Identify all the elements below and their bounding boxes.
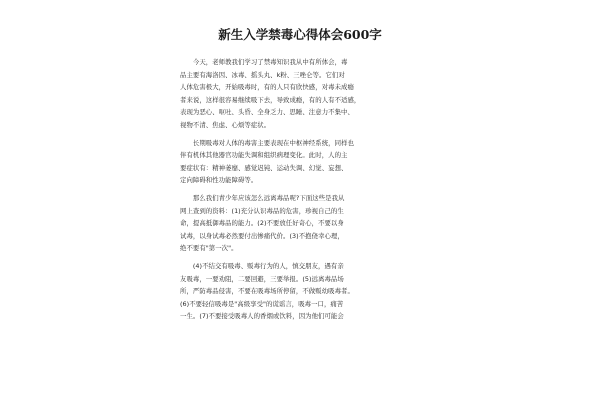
document-body <box>180 26 420 328</box>
paragraph-line: 长期吸毒对人体的毒害主要表现在中枢神经系统，同样也 <box>180 138 354 147</box>
paragraph-line: (6)不要轻信吸毒是"高级享受"的谎谣言，吸毒一口，痛苦 <box>180 299 344 308</box>
paragraph-line: (4)不结交有吸毒、贩毒行为的人，慎交朋友，遇有亲 <box>180 261 344 270</box>
paragraph-line: 那么我们青少年应该怎么远离毒品呢?下面这些是我从 <box>180 193 345 202</box>
paragraph-line: 网上查到的资料：(1)充分认识毒品的危害，珍视自己的生 <box>180 206 344 215</box>
paragraph-line: 所，严防毒品侵害，不要在吸毒场所停留，不做贩幼吸毒者。 <box>180 287 354 296</box>
paragraph-line: 视物不清、焦虑、心烦等症状。 <box>180 120 271 129</box>
paragraph-line: 品主要有海洛因、冰毒、摇头丸、k粉、三唑仑等。它们对 <box>180 70 345 79</box>
document-paragraphs <box>180 56 420 323</box>
paragraph-line: 定向障碍和性功能障碍等。 <box>180 176 258 185</box>
document-title: 新生入学禁毒心得体会600字 <box>218 27 382 42</box>
paragraph-line: 命，提高抵御毒品的能力。(2)不要放任好奇心，不要以身 <box>180 219 344 228</box>
paragraph <box>180 192 420 255</box>
paragraph-line: 试毒，以身试毒必然要付出惨痛代价。(3)不抱侥幸心理， <box>180 231 344 240</box>
paragraph-line: 者来说，这样很容易继续吸下去，导致成瘾，有的人有不适感， <box>180 95 361 104</box>
paragraph-line: 友吸毒，一要劝阻，二要回避，三要举报。(5)远离毒品场 <box>180 274 344 283</box>
paragraph-line: 表现为恶心、呕吐、头昏、全身乏力、思睡、注意力不集中、 <box>180 108 354 117</box>
paragraph <box>180 56 420 132</box>
paragraph <box>180 260 420 323</box>
paragraph-line: 今天，老师教我们学习了禁毒知识我从中有所体会，毒 <box>180 58 348 66</box>
paragraph-line: 绝不要有"第一次"。 <box>180 244 238 253</box>
paragraph-line: 要症状有：精神萎靡、感觉迟钝、运动失调、幻觉、妄想、 <box>180 163 348 172</box>
paragraph-line: 一生。(7)不要接受吸毒人的香烟或饮料，因为他们可能会 <box>180 312 344 321</box>
paragraph-line: 伴有机体其他器官功能失调和组织病理变化。此时，人的主 <box>180 151 348 160</box>
paragraph-line: 人体危害极大，开始吸毒时，有的人只有欣快感，对毒未成瘾 <box>180 83 354 92</box>
paragraph <box>180 137 420 187</box>
